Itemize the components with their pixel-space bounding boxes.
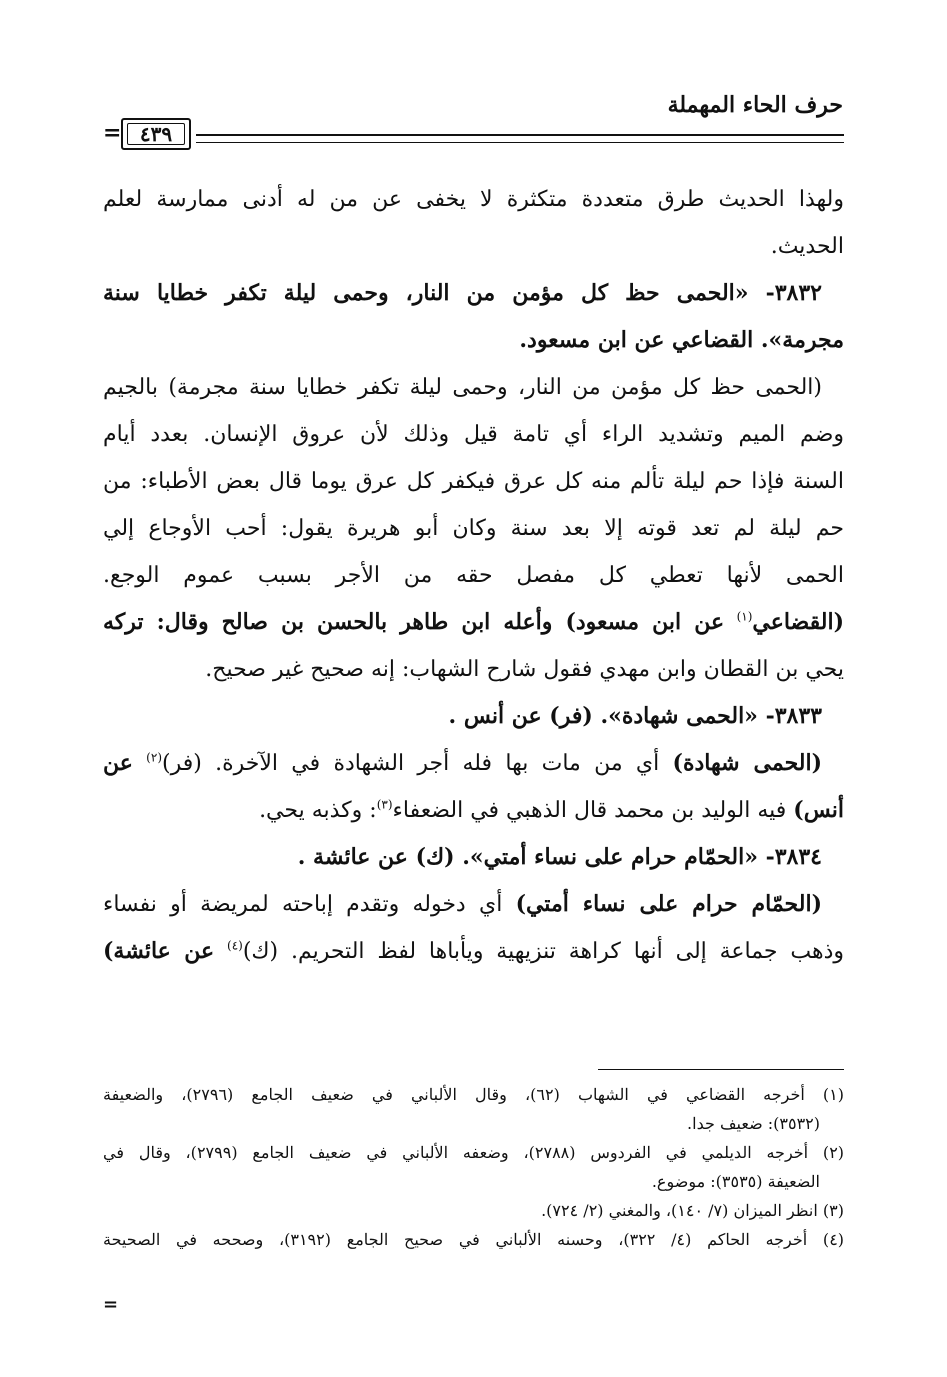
page-number: ٤٣٩: [127, 123, 185, 145]
commentary-line: (الحمى حظ كل مؤمن من النار، وحمى ليلة تكفر خطايا سنة مجرمة) بالجيم: [103, 375, 822, 400]
text-line: الحديث.: [770, 234, 844, 259]
commentary-line: وذهب جماعة إلى أنها كراهة تنزيهية ويأباها لفظ التحريم. (ك)$^{(٤)}$ عن عائشة): [103, 938, 844, 964]
header-continuation-mark: =: [103, 120, 122, 146]
commentary-line: يحي بن القطان وابن مهدي فقول شارح الشهاب: إنه صحيح غير صحيح.: [205, 657, 844, 682]
footnote: (٤) أخرجه الحاكم (٤/ ٣٢٢)، وحسنه الألباني في صحيح الجامع (٣١٩٢)، وصححه في الصحيحة: [103, 1230, 844, 1249]
footnote-ref: (١): [736, 609, 753, 624]
commentary-line: (الحمى شهادة) أي من مات بها فله أجر الشهادة في الآخرة. (فر)$^{(٢)}$ عن: [103, 750, 822, 776]
running-head: حرف الحاء المهملة: [667, 92, 843, 118]
hadith-3832-line: ٣٨٣٢- «الحمى حظ كل مؤمن من النار، وحمى ليلة تكفر خطايا سنة: [103, 280, 822, 306]
commentary-line: حم ليلة لم تعد قوته إلا بعد سنة وكان أبو هريرة يقول: أحب الأوجاع إلي: [103, 516, 844, 541]
footnote-ref: (٢): [146, 750, 162, 765]
hadith-3832-line: مجرمة». القضاعي عن ابن مسعود.: [519, 327, 844, 353]
page-number-box: [121, 118, 191, 150]
commentary-line: (القضاعي$^{(١)}$ عن ابن مسعود) وأعله ابن طاهر بالحسن بن صالح وقال: تركه: [103, 609, 844, 635]
header-rule-top: [196, 134, 844, 136]
commentary-line: وضم الميم وتشديد الراء أي تامة قيل وذلك لأن عروق الإنسان. بعدد أيام: [103, 422, 844, 447]
footnote: (٢) أخرجه الديلمي في الفردوس (٢٧٨٨)، وضعفه الألباني في ضعيف الجامع (٢٧٩٩)، وقال في: [103, 1143, 844, 1162]
footnote-continuation: الضعيفة (٣٥٣٥): موضوع.: [651, 1172, 820, 1191]
main-text: [103, 176, 844, 975]
commentary-line: الحمى لأنها تعطي كل مفصل حقه من الأجر بسبب عموم الوجع.: [103, 563, 844, 588]
hadith-3833-line: ٣٨٣٣- «الحمى شهادة». (فر) عن أنس .: [448, 703, 822, 729]
footnote-ref: (٣): [376, 797, 393, 812]
text-line: ولهذا الحديث طرق متعددة متكثرة لا يخفى عن من له أدنى ممارسة لعلم: [103, 187, 844, 212]
commentary-line: السنة فإذا حم ليلة تألم منه كل عرق فيكفر كل عرق يوما قال بعض الأطباء: من: [103, 469, 844, 494]
hadith-3834-line: ٣٨٣٤- «الحمّام حرام على نساء أمتي». (ك) عن عائشة .: [297, 844, 822, 870]
footnote: (٣) انظر الميزان (٧/ ١٤٠)، والمغني (٢/ ٧٢٤).: [541, 1201, 844, 1220]
footnote: (١) أخرجه القضاعي في الشهاب (٦٢)، وقال الألباني في ضعيف الجامع (٢٧٩٦)، والضعيفة: [103, 1085, 844, 1104]
footnote-ref: (٤): [227, 938, 243, 953]
footnotes: [103, 1080, 844, 1254]
commentary-line: أنس) فيه الوليد بن محمد قال الذهبي في الضعفاء$^{(٣)}$: وكذبه يحي.: [259, 797, 844, 823]
commentary-line: (الحمّام حرام على نساء أمتي) أي دخوله وتقدم إباحته لمريضة أو نفساء: [103, 891, 822, 917]
footnote-continuation: (٣٥٣٢): ضعيف جدا.: [687, 1114, 820, 1133]
header-rule-bottom: [196, 142, 844, 143]
footnote-separator: [598, 1069, 844, 1070]
footer-continuation-mark: =: [103, 1294, 119, 1315]
